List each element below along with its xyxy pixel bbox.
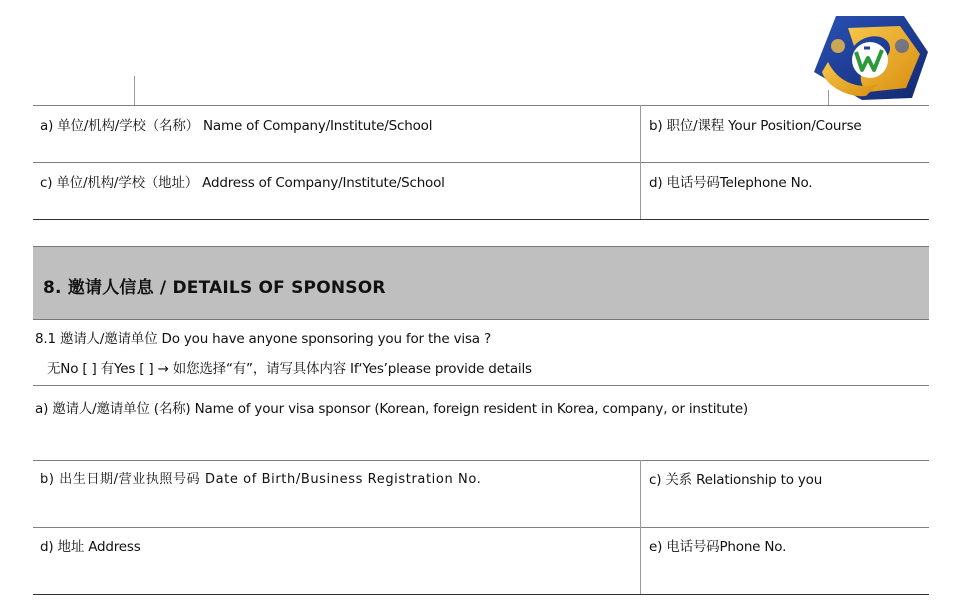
- row-line-top: [33, 105, 929, 106]
- row-line-address-top: [33, 527, 929, 528]
- row-line-bottom: [33, 219, 929, 220]
- section-8-title: 8. 邀请人信息 / DETAILS OF SPONSOR: [43, 278, 386, 298]
- company-name-label[interactable]: a) 单位/机构/学校（名称） Name of Company/Institute/School: [40, 118, 433, 134]
- dob-registration-label[interactable]: b) 出生日期/营业执照号码 Date of Birth/Business Registration No.: [40, 472, 482, 487]
- row-line-sponsor-top: [33, 385, 929, 386]
- top-divider-right: [828, 90, 829, 105]
- sponsor-answer-line[interactable]: 无No [ ] 有Yes [ ] → 如您选择“有”，请写具体内容 If‘Yes’please provide details: [47, 361, 532, 377]
- sponsor-question: 8.1 邀请人/邀请单位 Do you have anyone sponsoring you for the visa ?: [35, 331, 491, 347]
- address-label[interactable]: d) 地址 Address: [40, 539, 141, 555]
- sponsor-name-label[interactable]: a) 邀请人/邀请单位 (名称) Name of your visa sponsor (Korean, foreign resident in Korea, company, or institute): [35, 401, 748, 417]
- relationship-label[interactable]: c) 关系 Relationship to you: [649, 472, 823, 488]
- col-divider-upper: [640, 105, 641, 219]
- col-divider-lower: [640, 460, 641, 594]
- company-logo: [808, 12, 932, 104]
- position-label[interactable]: b) 职位/课程 Your Position/Course: [649, 118, 862, 134]
- row-line-dob-top: [33, 460, 929, 461]
- company-address-label[interactable]: c) 单位/机构/学校（地址） Address of Company/Institute/School: [40, 175, 445, 191]
- row-line-end: [33, 594, 929, 595]
- phone-label[interactable]: e) 电话号码Phone No.: [649, 539, 787, 555]
- section-8-header: [33, 246, 929, 320]
- top-divider-left: [134, 76, 135, 105]
- row-line-mid: [33, 162, 929, 163]
- telephone-label[interactable]: d) 电话号码Telephone No.: [649, 175, 813, 191]
